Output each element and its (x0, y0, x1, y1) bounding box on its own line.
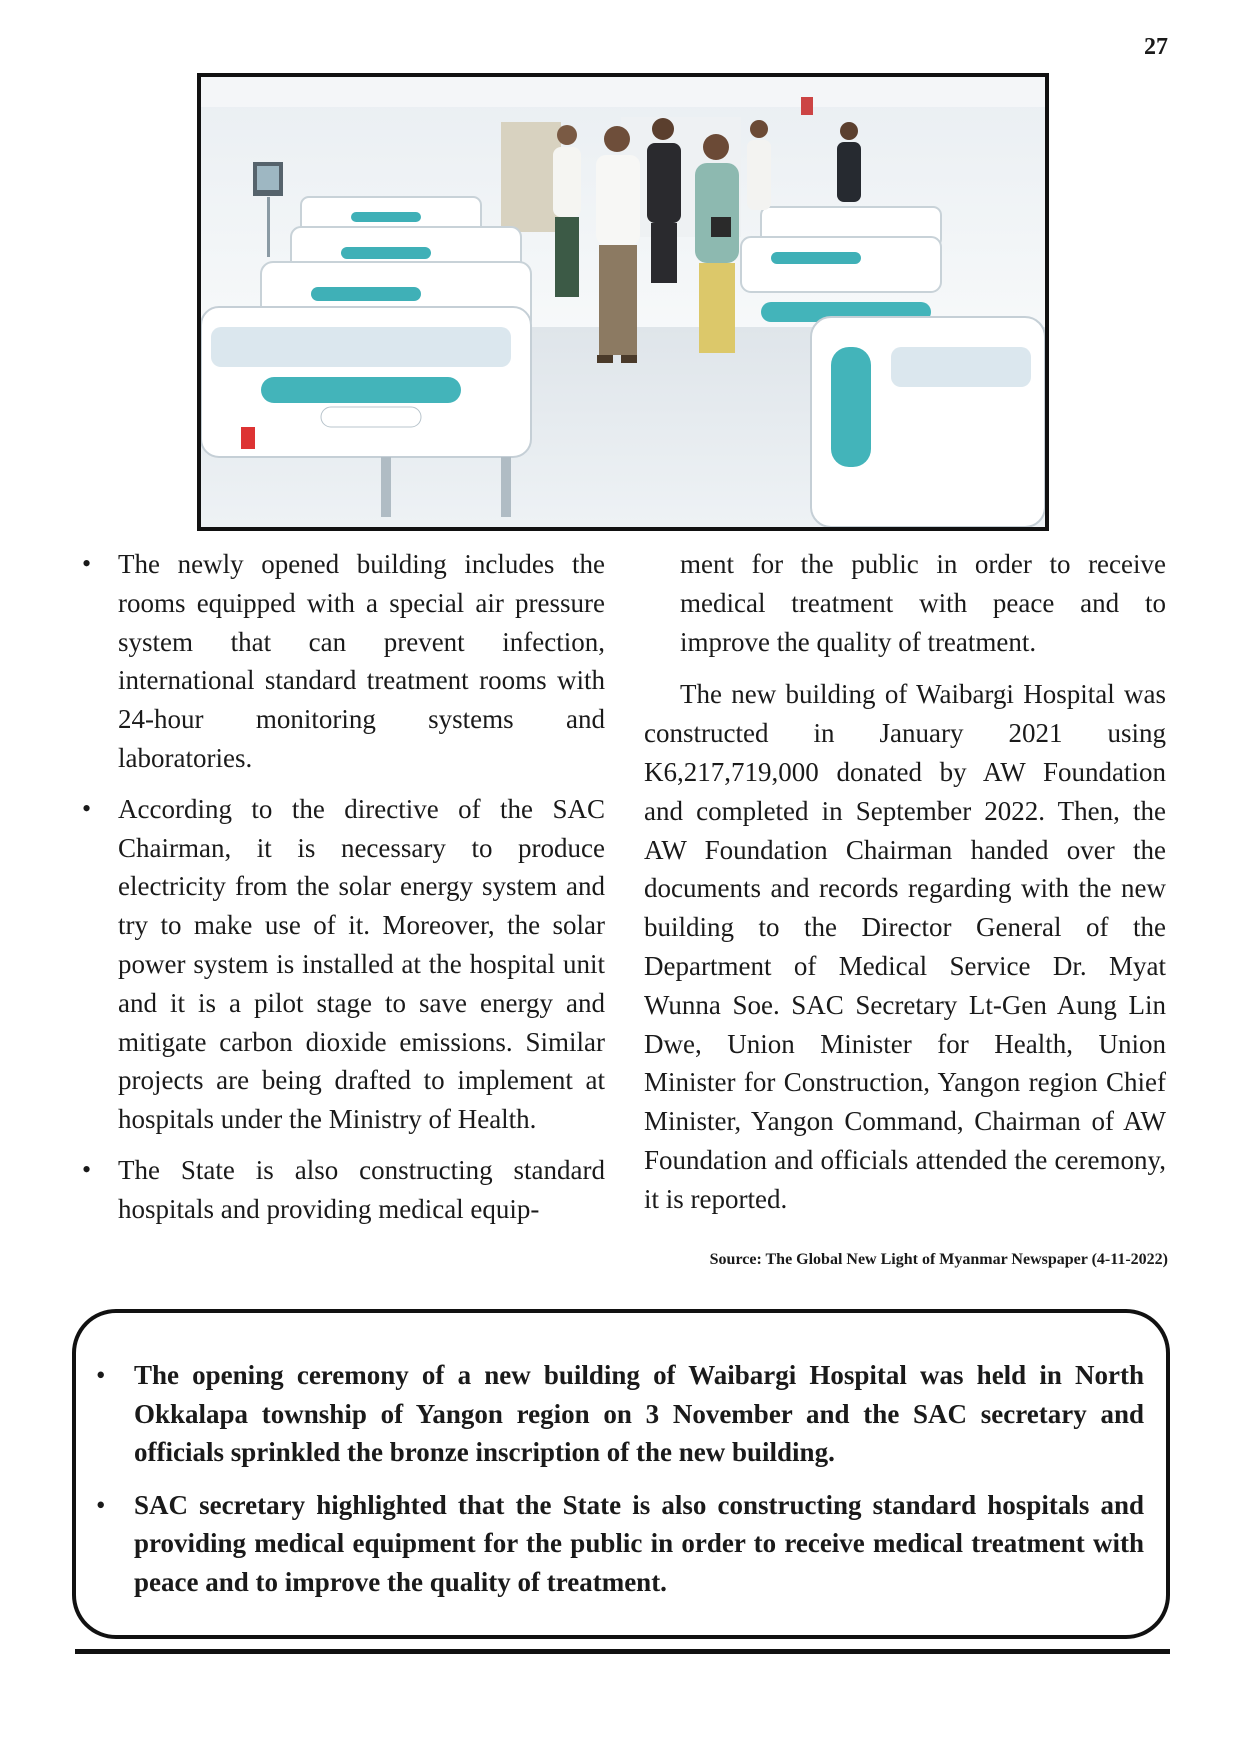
summary-bullet-list (96, 1356, 1144, 1601)
photo-illustration (201, 77, 1045, 527)
left-column (80, 545, 605, 1241)
right-column (644, 545, 1166, 1233)
source-citation: Source: The Global New Light of Myanmar Newspaper (4-11-2022) (709, 1251, 1168, 1268)
body-paragraph: The new building of Waibargi Hospital was constructed in January 2021 using K6,217,719,000 donated by AW Foundation and completed in September 2022. Then, the AW Foundation Chairman handed over the documents and records regarding with the new building to the Director General of the Department of Medical Service Dr. Myat Wunna Soe. SAC Secretary Lt-Gen Aung Lin Dwe, Union Minister for Health, Union Minister for Construction, Yangon region Chief Minister, Yangon Command, Chairman of AW Foundation and officials attended the ceremony, it is reported. (644, 679, 1166, 1214)
list-item: • According to the directive of the SAC Chairman, it is necessary to produce electricity from the solar energy system and try to make use of it. Moreover, the solar power system is installed at the hospital unit and it is a pilot stage to save energy and mitigate carbon dioxide emissions. Similar projects are being drafted to implement at hospitals under the Ministry of Health. (80, 790, 605, 1139)
continued-bullet-text: ment for the public in order to receive medical treatment with peace and to improve the quality of treatment. (680, 549, 1166, 657)
list-item: • The State is also constructing standard hospitals and providing medical equip- (80, 1151, 605, 1229)
summary-item: • The opening ceremony of a new building of Waibargi Hospital was held in North Okkalapa township of Yangon region on 3 November and the SAC secretary and officials sprinkled the bronze inscription of the new building. (96, 1356, 1144, 1472)
page-number: 27 (1144, 34, 1168, 60)
left-bullet-list (80, 545, 605, 1229)
bottom-divider (75, 1649, 1170, 1654)
hospital-ward-photo (197, 73, 1049, 531)
summary-box (72, 1309, 1170, 1639)
summary-item: • SAC secretary highlighted that the State is also constructing standard hospitals and providing medical equipment for the public in order to receive medical treatment with peace and to improve the quality of treatment. (96, 1486, 1144, 1602)
list-item: • The newly opened building includes the rooms equipped with a special air pressure system that can prevent infection, international standard treatment rooms with 24-hour monitoring systems and laboratories. (80, 545, 605, 778)
